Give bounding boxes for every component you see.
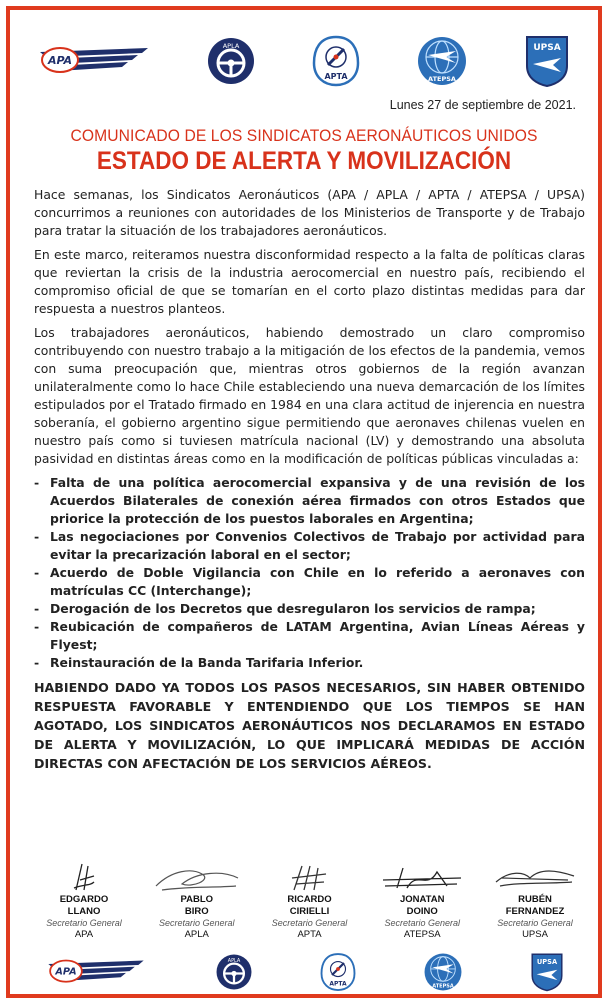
demand-text: Acuerdo de Doble Vigilancia con Chile en lo referido a aeronaves con matrículas CC (Interchange);: [50, 565, 585, 598]
paragraph: Los trabajadores aeronáuticos, habiendo demostrado un claro compromiso contribuyendo con nuestro trabajo a la mitigación de los efectos de la pandemia, vemos con suma preocupación que, mientras otros gobiernos de la región avanzan unilateralmente como lo hace Chile estableciendo una nueva demarcación de los límites estipulados por el Tratado firmado en 1984 en una clara actitud de injerencia en nuestra soberanía, el gobierno argentino sigue permitiendo que aeronaves chilenas vuelen en nuestro país como si tuviesen matrícula nacional (LV) y demostrando una absoluta pasividad en distintas áreas como en la modificación de políticas públicas vinculadas a:: [34, 325, 585, 466]
upsa-shield-logo: [530, 952, 564, 992]
svg-text:APA: APA: [47, 54, 73, 67]
atepsa-globe-logo: [416, 35, 468, 87]
paragraph: Hace semanas, los Sindicatos Aeronáuticos (APA / APLA / APTA / ATEPSA / UPSA) concurrimos a reuniones con autoridades de los Ministerios de Transporte y de Trabajo para tratar la situación de los trabajadores aeronáuticos.: [34, 187, 585, 238]
top-logo-row: [10, 32, 598, 90]
dash-marker: -: [34, 655, 40, 670]
svg-text:UPSA: UPSA: [537, 957, 558, 966]
svg-text:UPSA: UPSA: [533, 43, 561, 53]
signature-image: [372, 858, 472, 894]
signatory-org: APTA: [297, 929, 322, 940]
signatory-last-name: CIRIELLI: [289, 906, 330, 917]
apa-wing-logo: [38, 44, 150, 78]
apla-steering-wheel-logo: [215, 953, 253, 991]
dash-marker: -: [34, 475, 40, 490]
communique-heading: COMUNICADO DE LOS SINDICATOS AERONÁUTICOS UNIDOS: [70, 126, 538, 145]
signatory-role: Secretario General: [497, 918, 573, 928]
closing-statement: HABIENDO DADO YA TODOS LOS PASOS NECESARIOS, SIN HABER OBTENIDO RESPUESTA FAVORABLE Y ENTENDIENDO QUE LOS TIEMPOS SE HAN AGOTADO, LOS SINDICATOS AERONÁUTICOS NOS DECLARAMOS EN ESTADO DE ALERTA Y MOVILIZACIÓN, LO QUE IMPLICARÁ MEDIDAS DE ACCIÓN DIRECTAS CON AFECTACIÓN DE LOS SERVICIOS AÉREOS.: [34, 680, 585, 771]
signatory-first-name: JONATAN: [399, 894, 445, 905]
demand-text: Las negociaciones por Convenios Colectivos de Trabajo por actividad para evitar la precarización laboral en el sector;: [50, 529, 585, 562]
svg-text:APTA: APTA: [324, 72, 348, 81]
signatory-last-name: DOINO: [406, 906, 438, 917]
document-frame: [6, 6, 602, 998]
paragraph: En este marco, reiteramos nuestra disconformidad respecto a la falta de políticas claras que reviertan la crisis de la industria aerocomercial en nuestro país, recibiendo el compromiso oficial de que se tomarían en el corto plazo distintas medidas para dar respuesta a nuestros planteos.: [34, 247, 585, 316]
atepsa-globe-logo: [423, 952, 463, 992]
list-item: [34, 654, 585, 672]
list-item: [34, 474, 585, 528]
svg-text:APLA: APLA: [227, 958, 241, 965]
apa-wing-logo: [44, 957, 148, 987]
signatory: [485, 858, 585, 941]
apta-propeller-logo: [320, 952, 356, 992]
upsa-shield-logo: [524, 34, 570, 88]
signature-block: [34, 858, 585, 941]
signature-image: [485, 858, 585, 894]
svg-text:APA: APA: [54, 966, 77, 978]
signatory: [34, 858, 134, 941]
signatory-org: ATEPSA: [403, 929, 441, 940]
signatory: [260, 858, 360, 941]
svg-text:ATEPSA: ATEPSA: [428, 75, 456, 83]
dash-marker: -: [34, 565, 40, 580]
list-item: [34, 528, 585, 564]
signatory-last-name: LLANO: [67, 906, 101, 917]
signatory: [372, 858, 472, 941]
dash-marker: -: [34, 619, 40, 634]
signatory-role: Secretario General: [46, 918, 122, 928]
apta-propeller-logo: [312, 35, 360, 87]
signatory-last-name: BIRO: [184, 906, 209, 917]
signatory-last-name: FERNANDEZ: [505, 906, 565, 917]
signatory-first-name: RICARDO: [287, 894, 332, 905]
demands-list: [34, 474, 585, 672]
signatory-org: UPSA: [522, 929, 548, 940]
list-item: [34, 600, 585, 618]
signatory: [147, 858, 247, 941]
signatory-first-name: EDGARDO: [59, 894, 109, 905]
demand-text: Reubicación de compañeros de LATAM Argentina, Avian Líneas Aéreas y Flyest;: [50, 619, 585, 652]
demand-text: Falta de una política aerocomercial expansiva y de una revisión de los Acuerdos Bilaterales de conexión aérea firmados con otros Estados que priorice la protección de los puestos laborales en Argentina;: [50, 475, 585, 526]
svg-text:ATEPSA: ATEPSA: [432, 983, 454, 990]
dash-marker: -: [34, 529, 40, 544]
signatory-first-name: PABLO: [180, 894, 214, 905]
signature-image: [147, 858, 247, 894]
apla-steering-wheel-logo: [206, 36, 256, 86]
signatory-org: APLA: [184, 929, 209, 940]
signatory-role: Secretario General: [158, 918, 235, 928]
demand-text: Derogación de los Decretos que desregularon los servicios de rampa;: [50, 601, 536, 616]
signatory-role: Secretario General: [384, 918, 461, 928]
svg-text:APLA: APLA: [222, 42, 240, 50]
signature-image: [34, 858, 134, 894]
date-line: Lunes 27 de septiembre de 2021.: [389, 98, 576, 112]
list-item: [34, 564, 585, 600]
signature-image: [260, 858, 360, 894]
dash-marker: -: [34, 601, 40, 616]
communique-body: [34, 186, 585, 779]
signatory-role: Secretario General: [271, 918, 348, 928]
svg-text:APTA: APTA: [329, 980, 347, 988]
alert-title: ESTADO DE ALERTA Y MOVILIZACIÓN: [96, 147, 512, 175]
demand-text: Reinstauración de la Banda Tarifaria Inferior.: [50, 655, 364, 670]
signatory-org: APA: [74, 929, 94, 940]
bottom-logo-row: [10, 950, 598, 994]
signatory-first-name: RUBÉN: [518, 894, 552, 905]
list-item: [34, 618, 585, 654]
